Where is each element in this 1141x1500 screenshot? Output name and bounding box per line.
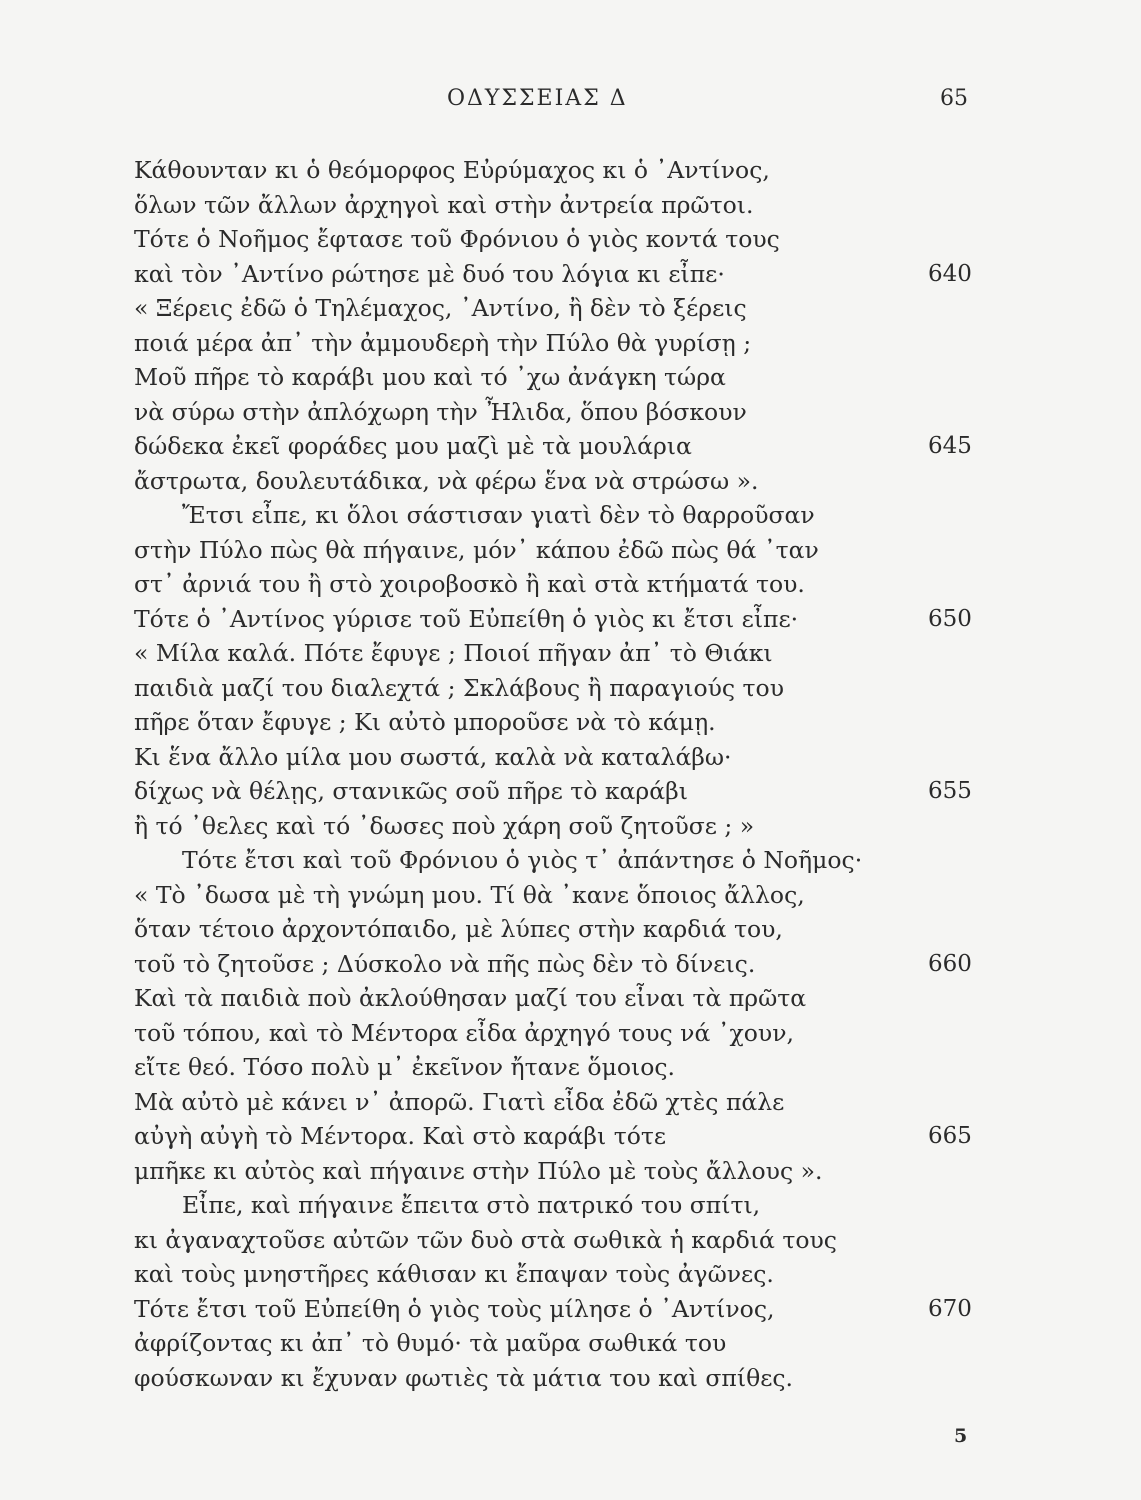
verse-line xyxy=(0,567,1141,602)
verse-line xyxy=(0,533,1141,568)
verse-line xyxy=(0,1154,1141,1189)
line-number: 650 xyxy=(928,605,972,632)
verse-text: ὅλων τῶν ἄλλων ἀρχηγοὶ καὶ στὴν ἀντρεία πρῶτοι. xyxy=(134,190,754,219)
verse-line xyxy=(0,636,1141,671)
line-number: 640 xyxy=(928,260,972,287)
verse-text: ἀφρίζοντας κι ἀπ᾿ τὸ θυμό· τὰ μαῦρα σωθικά του xyxy=(134,1329,727,1357)
verse-text: τοῦ τόπου, καὶ τὸ Μέντορα εἶδα ἀρχηγό τους νά ᾿χουν, xyxy=(134,1018,794,1047)
verse-line xyxy=(0,464,1141,499)
verse-text: καὶ τὸν ᾿Αντίνο ρώτησε μὲ δυό του λόγια κι εἶπε· xyxy=(134,259,725,288)
page-number: 65 xyxy=(940,86,968,111)
verse-line xyxy=(0,1085,1141,1120)
verse-text: αὐγὴ αὐγὴ τὸ Μέντορα. Καὶ στὸ καράβι τότε xyxy=(134,1122,667,1150)
verse-line xyxy=(0,740,1141,775)
verse-text: κι ἀγαναχτοῦσε αὐτῶν τῶν δυὸ στὰ σωθικὰ ἡ καρδιά τους xyxy=(134,1225,837,1254)
verse-text: Τότε ὁ ᾿Αντίνος γύρισε τοῦ Εὐπείθη ὁ γιὸς κι ἔτσι εἶπε· xyxy=(134,604,799,633)
verse-text: φούσκωναν κι ἔχυναν φωτιὲς τὰ μάτια του καὶ σπίθες. xyxy=(134,1363,794,1392)
running-head xyxy=(0,86,1141,120)
verse-text: Τότε ὁ Νοῆμος ἔφτασε τοῦ Φρόνιου ὁ γιὸς κοντά τους xyxy=(134,225,780,253)
verse-line xyxy=(0,1326,1141,1361)
verse-text: ἄστρωτα, δουλευτάδικα, νὰ φέρω ἕνα νὰ στρώσω ». xyxy=(134,466,759,495)
verse-line xyxy=(0,291,1141,326)
verse-text: ποιά μέρα ἀπ᾿ τὴν ἀμμουδερὴ τὴν Πύλο θὰ γυρίσῃ ; xyxy=(134,328,752,357)
verse-line xyxy=(0,1016,1141,1051)
verse-text: Κι ἕνα ἄλλο μίλα μου σωστά, καλὰ νὰ καταλάβω· xyxy=(134,742,732,771)
verse-text: τοῦ τὸ ζητοῦσε ; Δύσκολο νὰ πῆς πὼς δὲν τὸ δίνεις. xyxy=(134,949,756,978)
verse-line xyxy=(0,395,1141,430)
verse-line xyxy=(0,1292,1141,1327)
verse-line xyxy=(0,602,1141,637)
verse-text: Τότε ἔτσι καὶ τοῦ Φρόνιου ὁ γιὸς τ᾿ ἀπάντησε ὁ Νοῆμος· xyxy=(182,846,863,874)
verse-line xyxy=(0,705,1141,740)
verse-line xyxy=(0,774,1141,809)
verse-text: πῆρε ὅταν ἔφυγε ; Κι αὐτὸ μποροῦσε νὰ τὸ κάμῃ. xyxy=(134,708,716,736)
verse-line xyxy=(0,912,1141,947)
verse-text: Τότε ἔτσι τοῦ Εὐπείθη ὁ γιὸς τοὺς μίλησε ὁ ᾿Αντίνος, xyxy=(134,1294,775,1323)
verse-text: εἴτε θεό. Τόσο πολὺ μ᾿ ἐκεῖνον ἤτανε ὅμοιος. xyxy=(134,1053,675,1081)
running-title: ΟΔΥΣΣΕΙΑΣ Δ xyxy=(447,86,628,111)
verse-line xyxy=(0,360,1141,395)
verse-line xyxy=(0,878,1141,913)
verse-text: Καὶ τὰ παιδιὰ ποὺ ἀκλούθησαν μαζί του εἶναι τὰ πρῶτα xyxy=(134,984,807,1012)
line-number: 645 xyxy=(928,433,972,459)
verse-text: στ᾿ ἀρνιά του ἢ στὸ χοιροβοσκὸ ἢ καὶ στὰ κτήματά του. xyxy=(134,570,805,598)
verse-line xyxy=(0,1050,1141,1085)
verse-line xyxy=(0,498,1141,533)
verse-block xyxy=(0,153,1141,1395)
verse-line xyxy=(0,257,1141,292)
verse-text: Ἔτσι εἶπε, κι ὅλοι σάστισαν γιατὶ δὲν τὸ θαρροῦσαν xyxy=(182,501,815,529)
verse-line xyxy=(0,326,1141,361)
verse-text: ἢ τό ᾿θελες καὶ τό ᾿δωσες ποὺ χάρη σοῦ ζητοῦσε ; » xyxy=(134,811,755,840)
line-number: 655 xyxy=(928,778,972,804)
verse-line xyxy=(0,1119,1141,1154)
verse-text: « Τὸ ᾿δωσα μὲ τὴ γνώμη μου. Τί θὰ ᾿κανε ὅποιος ἄλλος, xyxy=(134,880,805,909)
verse-line xyxy=(0,1188,1141,1223)
verse-text: δώδεκα ἐκεῖ φοράδες μου μαζὶ μὲ τὰ μουλάρια xyxy=(134,432,692,460)
verse-line xyxy=(0,843,1141,878)
verse-text: δίχως νὰ θέλῃς, στανικῶς σοῦ πῆρε τὸ καράβι xyxy=(134,777,688,805)
verse-line xyxy=(0,671,1141,706)
verse-text: ὅταν τέτοιο ἀρχοντόπαιδο, μὲ λύπες στὴν καρδιά του, xyxy=(134,915,783,943)
line-number: 665 xyxy=(928,1123,972,1149)
verse-line xyxy=(0,222,1141,257)
verse-line xyxy=(0,153,1141,188)
verse-text: « Μίλα καλά. Πότε ἔφυγε ; Ποιοί πῆγαν ἀπ᾿ τὸ Θιάκι xyxy=(134,639,773,667)
line-number: 660 xyxy=(928,950,972,977)
verse-line xyxy=(0,981,1141,1016)
verse-text: Μοῦ πῆρε τὸ καράβι μου καὶ τό ᾿χω ἀνάγκη τώρα xyxy=(134,363,726,391)
verse-line xyxy=(0,809,1141,844)
verse-text: Μὰ αὐτὸ μὲ κάνει ν᾿ ἀπορῶ. Γιατὶ εἶδα ἐδῶ χτὲς πάλε xyxy=(134,1087,785,1116)
verse-text: Εἶπε, καὶ πήγαινε ἔπειτα στὸ πατρικό του σπίτι, xyxy=(182,1191,761,1219)
verse-line xyxy=(0,1223,1141,1258)
verse-text: στὴν Πύλο πὼς θὰ πήγαινε, μόν᾿ κάπου ἐδῶ πὼς θά ᾿ταν xyxy=(134,535,819,564)
verse-text: Κάθουνταν κι ὁ θεόμορφος Εὐρύμαχος κι ὁ ᾿Αντίνος, xyxy=(134,156,770,184)
verse-text: νὰ σύρω στὴν ἀπλόχωρη τὴν Ἦλιδα, ὅπου βόσκουν xyxy=(134,397,747,426)
verse-line xyxy=(0,429,1141,464)
line-number: 670 xyxy=(928,1295,972,1322)
verse-text: μπῆκε κι αὐτὸς καὶ πήγαινε στὴν Πύλο μὲ τοὺς ἄλλους ». xyxy=(134,1156,823,1185)
verse-text: « Ξέρεις ἐδῶ ὁ Τηλέμαχος, ᾿Αντίνο, ἢ δὲν τὸ ξέρεις xyxy=(134,294,747,322)
verse-text: παιδιὰ μαζί του διαλεχτά ; Σκλάβους ἢ παραγιούς του xyxy=(134,673,784,702)
verse-line xyxy=(0,947,1141,982)
verse-text: καὶ τοὺς μνηστῆρες κάθισαν κι ἔπαψαν τοὺς ἀγῶνες. xyxy=(134,1260,774,1288)
verse-line xyxy=(0,1361,1141,1396)
signature-mark: 5 xyxy=(954,1425,968,1447)
verse-line xyxy=(0,188,1141,223)
verse-line xyxy=(0,1257,1141,1292)
